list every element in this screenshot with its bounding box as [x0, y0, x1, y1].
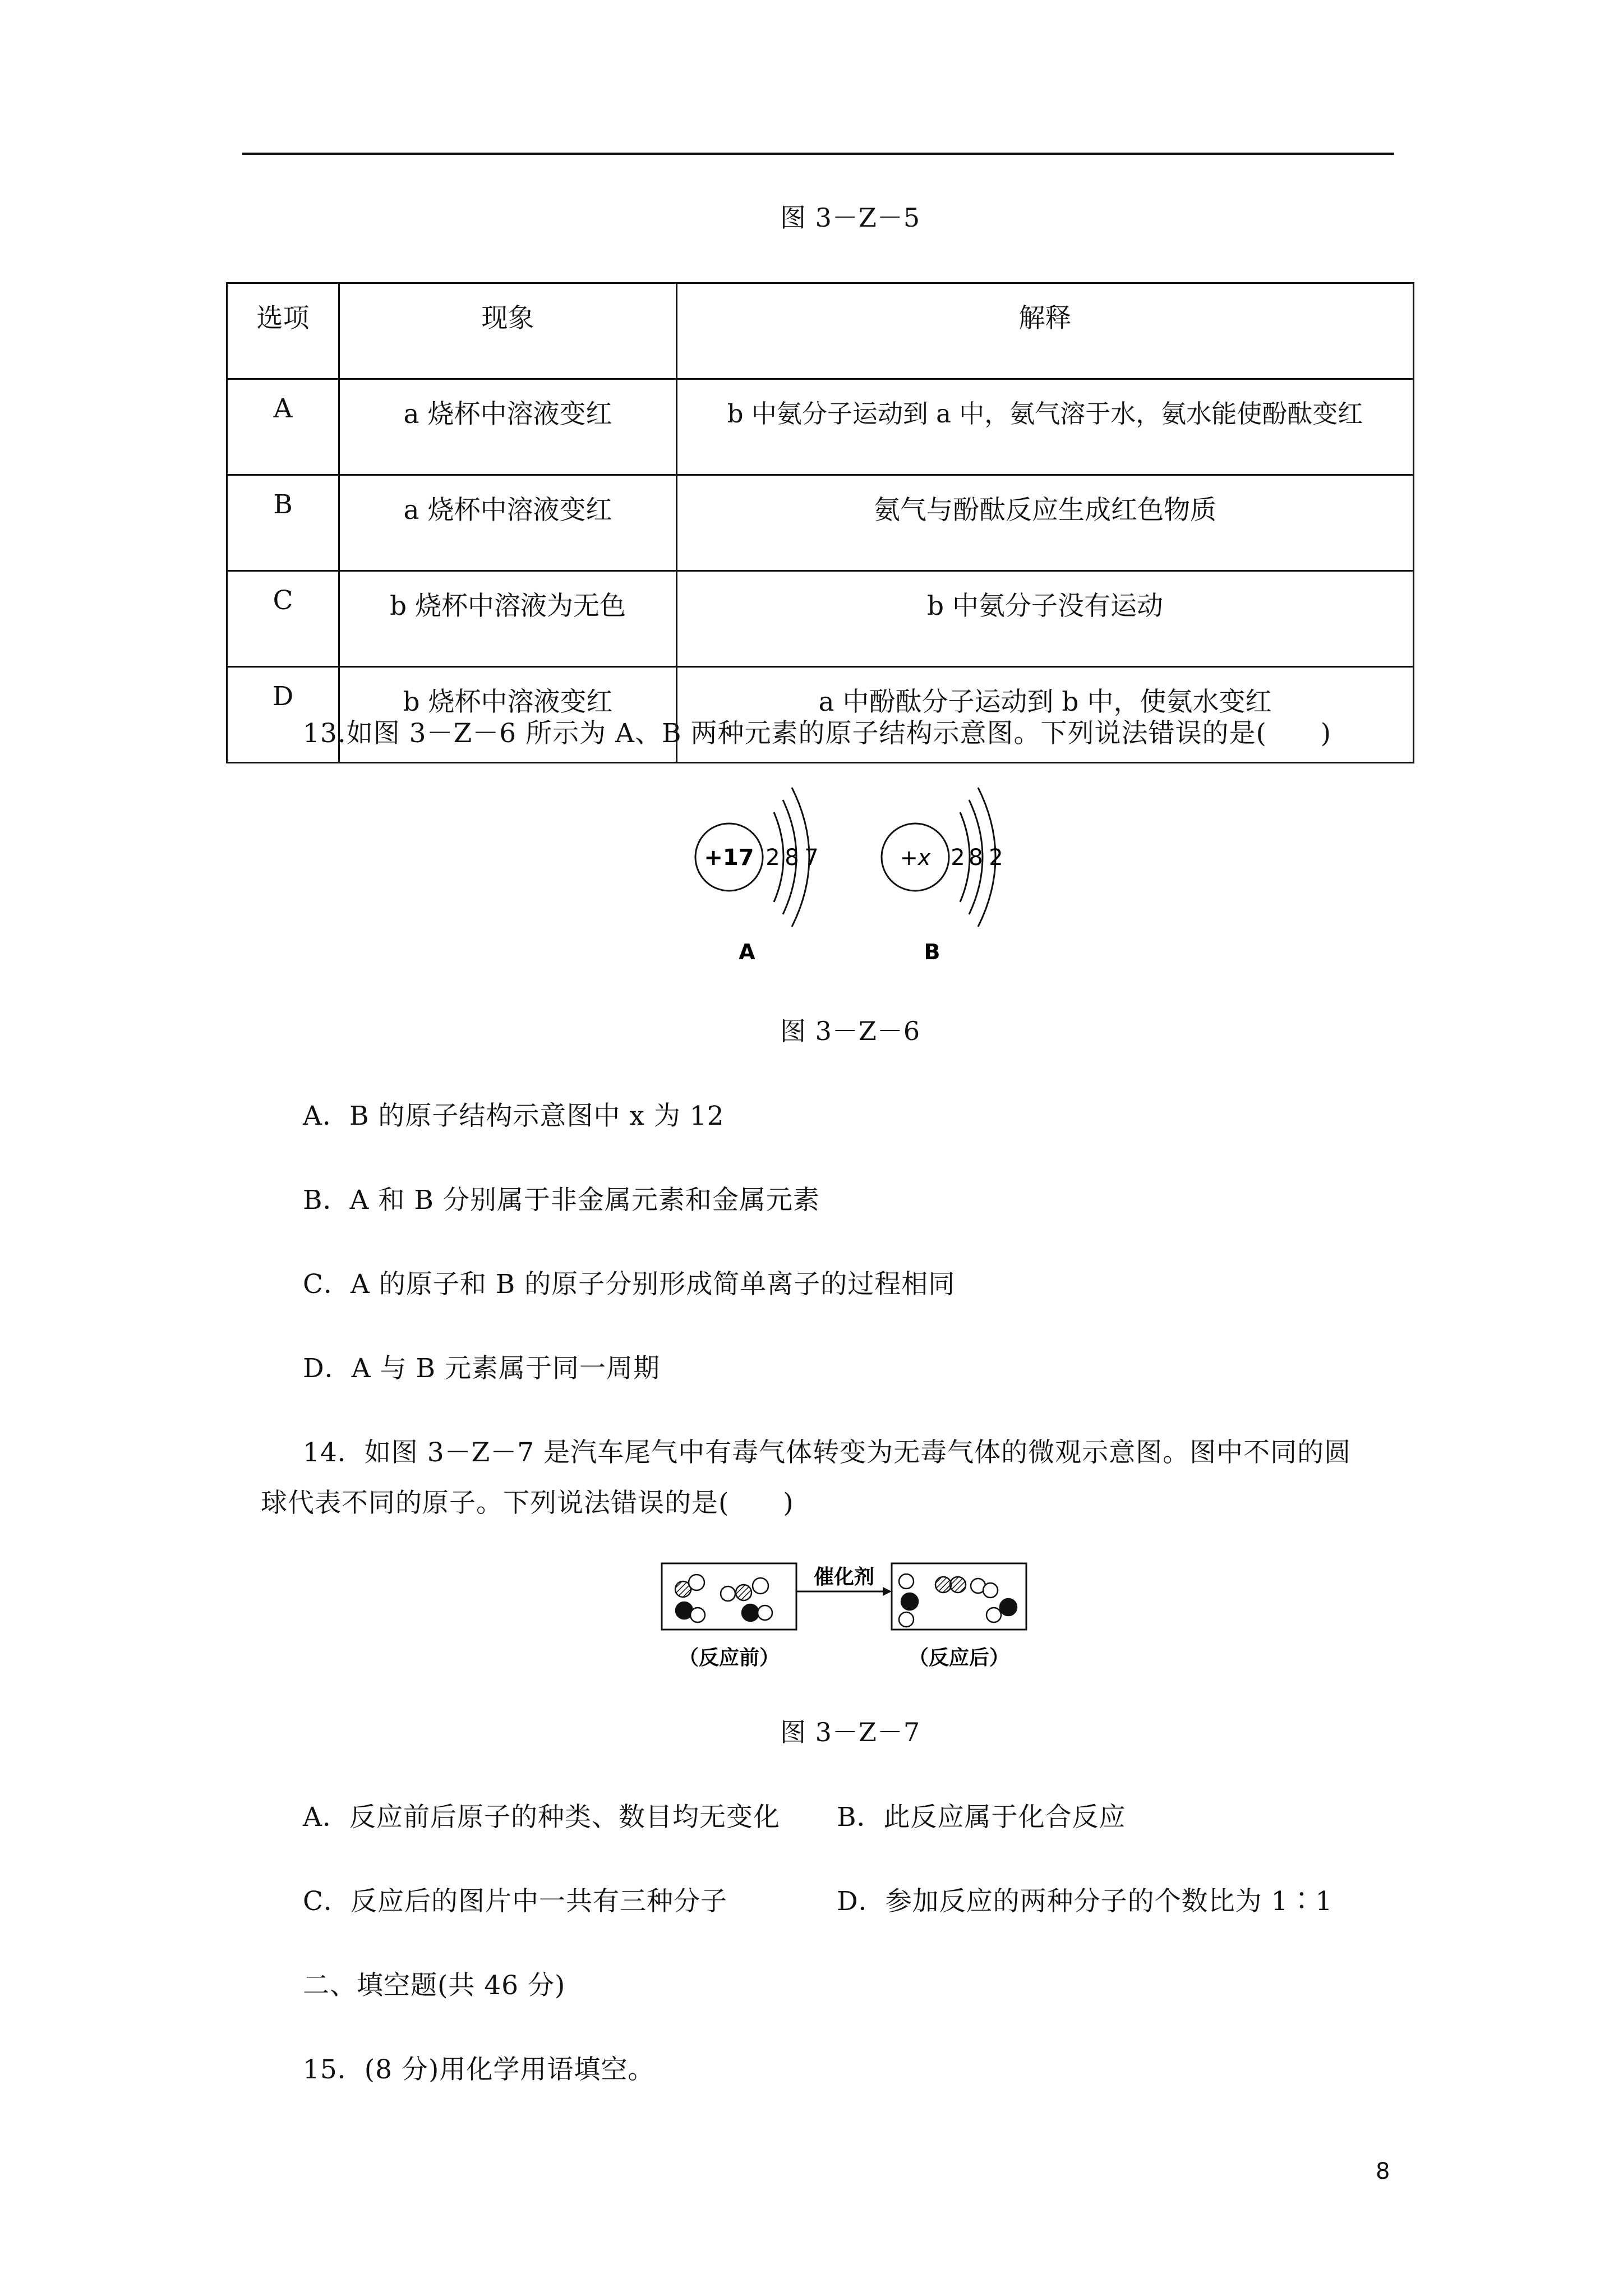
q13-option-b: B．A 和 B 分别属于非金属元素和金属元素 — [303, 1185, 820, 1216]
table-cell: 氨气与酚酞反应生成红色物质 — [677, 475, 1414, 571]
figure-3-z-5-caption: 图 3－Z－5 — [780, 203, 921, 233]
table-header-cell: 选项 — [227, 283, 339, 379]
page-number: 8 — [1376, 2159, 1390, 2184]
table-cell: a 烧杯中溶液变红 — [339, 475, 677, 571]
atom-a-nucleus: +17 — [704, 845, 754, 871]
table-header-row — [227, 283, 1414, 379]
after-molecules — [899, 1574, 1017, 1627]
reaction-micro-figure — [656, 1557, 1049, 1680]
table-cell: b 中氨分子运动到 a 中，氨气溶于水，氨水能使酚酞变红 — [677, 379, 1414, 475]
table-cell: a 中酚酞分子运动到 b 中，使氨水变红 — [677, 667, 1414, 763]
table-cell: B — [227, 475, 339, 571]
atom-b-nucleus: +x — [900, 845, 931, 870]
table-cell: b 烧杯中溶液变红 — [339, 667, 677, 763]
before-molecules — [675, 1575, 772, 1622]
table-cell: D — [227, 667, 339, 763]
q13-option-c: C．A 的原子和 B 的原子分别形成简单离子的过程相同 — [303, 1269, 956, 1300]
question-14-stem-line-1: 14．如图 3－Z－7 是汽车尾气中有毒气体转变为无毒气体的微观示意图。图中不同的圆 — [303, 1437, 1352, 1468]
table-cell: A — [227, 379, 339, 475]
before-reaction-label: （反应前） — [678, 1646, 780, 1669]
table-header-cell: 现象 — [339, 283, 677, 379]
arrow-head — [883, 1587, 892, 1596]
table-row — [227, 475, 1414, 571]
options-table — [226, 282, 1414, 763]
atom-structure-figure — [673, 780, 1032, 970]
atom-a-label: A — [739, 940, 755, 964]
q13-option-a: A．B 的原子结构示意图中 x 为 12 — [303, 1101, 725, 1131]
table-header-cell: 解释 — [677, 283, 1414, 379]
atom-b-shell-2: 8 — [969, 845, 983, 871]
q14-option-d: D．参加反应的两种分子的个数比为 1∶1 — [837, 1886, 1333, 1917]
atom-a-shell-1: 2 — [766, 845, 780, 871]
figure-3-z-7-caption: 图 3－Z－7 — [780, 1717, 921, 1747]
section-2-heading: 二、填空题(共 46 分) — [303, 1970, 566, 2001]
atom-b-shell-1: 2 — [951, 845, 965, 871]
q14-option-a: A．反应前后原子的种类、数目均无变化 — [303, 1802, 780, 1833]
figure-3-z-6-caption: 图 3－Z－6 — [780, 1016, 921, 1046]
table-cell: C — [227, 571, 339, 667]
header-rule — [242, 153, 1394, 155]
after-reaction-label: （反应后） — [908, 1646, 1010, 1669]
table-cell: b 中氨分子没有运动 — [677, 571, 1414, 667]
table-row — [227, 571, 1414, 667]
q13-option-d: D．A 与 B 元素属于同一周期 — [303, 1353, 660, 1384]
table-cell: a 烧杯中溶液变红 — [339, 379, 677, 475]
q14-option-b: B．此反应属于化合反应 — [837, 1802, 1126, 1833]
table-cell: b 烧杯中溶液为无色 — [339, 571, 677, 667]
table-row — [227, 379, 1414, 475]
catalyst-label: 催化剂 — [813, 1566, 875, 1589]
question-13-stem: 13.如图 3－Z－6 所示为 A、B 两种元素的原子结构示意图。下列说法错误的是( ) — [303, 718, 1332, 749]
atom-b-shell-3: 2 — [989, 845, 1003, 871]
atom-b-label: B — [924, 940, 940, 964]
question-14-stem-line-2: 球代表不同的原子。下列说法错误的是( ) — [261, 1488, 794, 1519]
atom-a-shell-2: 8 — [785, 845, 799, 871]
atom-a-shell-3: 7 — [804, 845, 819, 871]
q14-option-c: C．反应后的图片中一共有三种分子 — [303, 1886, 727, 1917]
question-15-stem: 15．(8 分)用化学用语填空。 — [303, 2054, 655, 2085]
